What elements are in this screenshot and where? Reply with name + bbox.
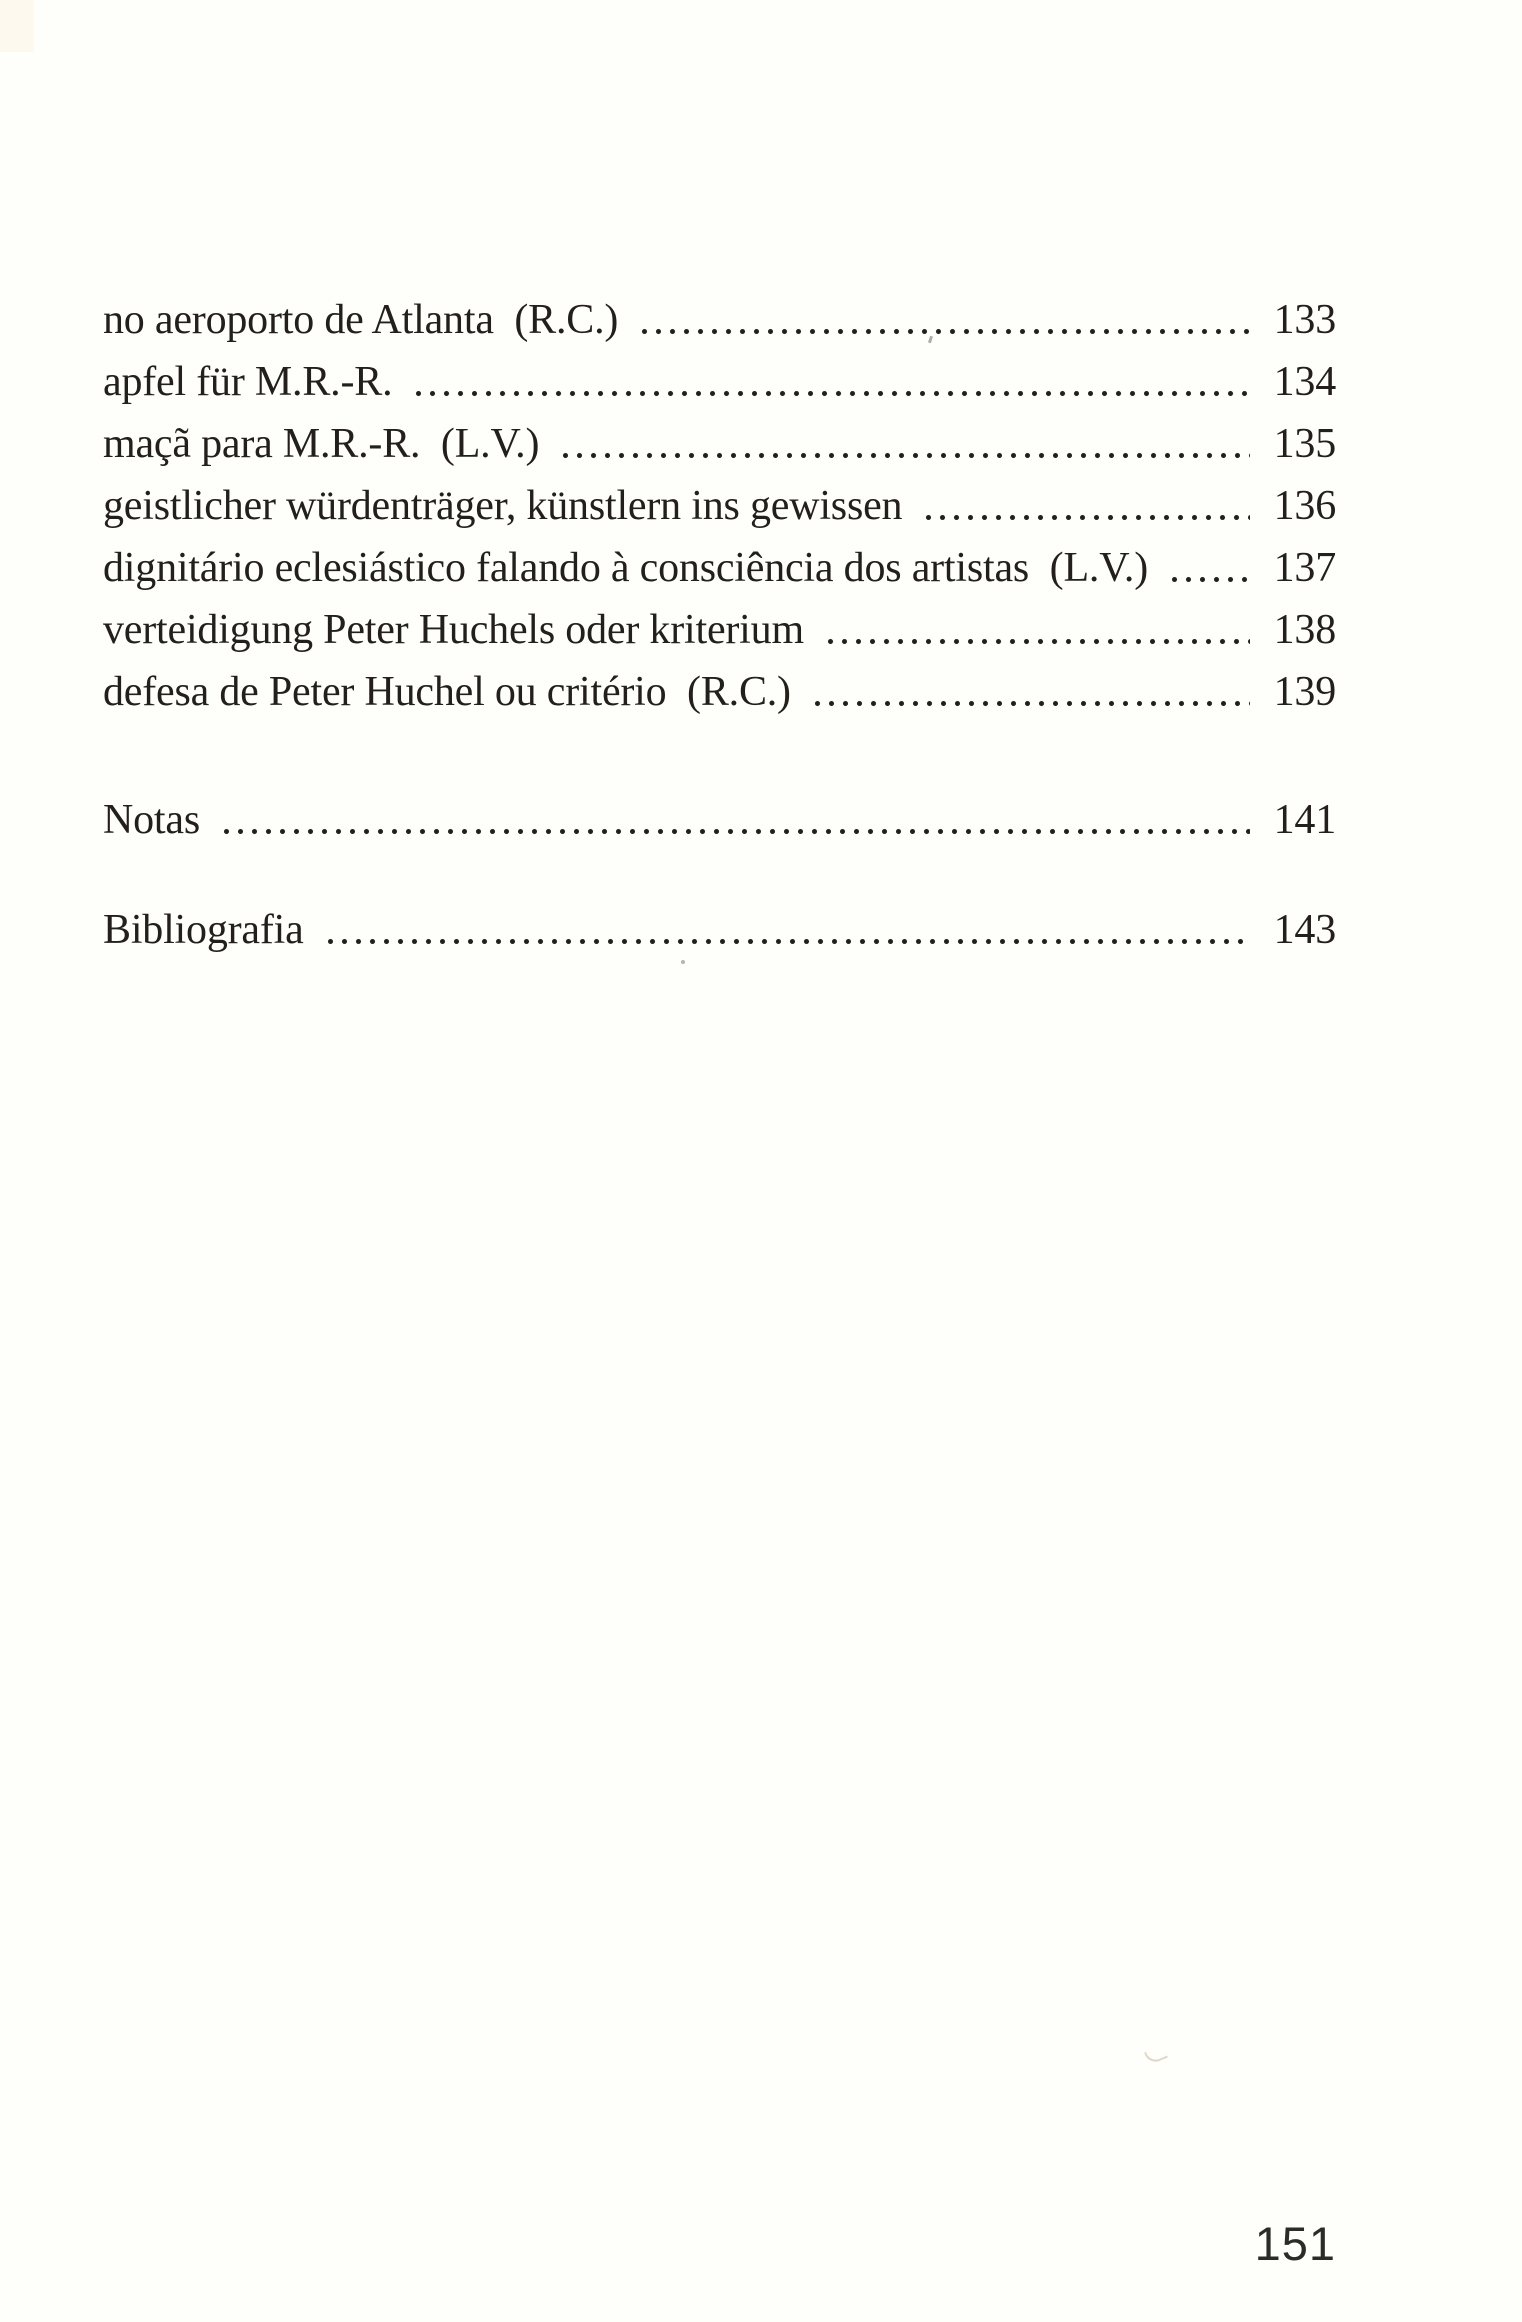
dot-leader	[561, 451, 1250, 460]
dot-leader	[1170, 575, 1250, 584]
scan-corner-tint	[0, 0, 34, 52]
scan-speck	[1144, 2045, 1168, 2066]
dot-leader	[326, 937, 1250, 946]
table-of-contents	[103, 297, 1336, 969]
entry-title: geistlicher würdenträger, künstlern ins gewissen	[103, 483, 903, 529]
entry-title: maçã para M.R.-R. (L.V.)	[103, 421, 540, 467]
page-folio: 151	[1254, 2217, 1336, 2270]
entry-page-number: 136	[1273, 483, 1336, 529]
section-entry	[103, 797, 1336, 859]
section-title: Notas	[103, 797, 200, 843]
entry-title: verteidigung Peter Huchels oder kriterium	[103, 607, 804, 653]
entry-title: apfel für M.R.-R.	[103, 359, 393, 405]
section-page-number: 143	[1273, 907, 1336, 953]
toc-entry	[103, 483, 1336, 545]
section-page-number: 141	[1273, 797, 1336, 843]
dot-leader	[924, 513, 1250, 522]
toc-entry	[103, 669, 1336, 731]
entry-page-number: 135	[1273, 421, 1336, 467]
dot-leader	[813, 699, 1250, 708]
entry-title: no aeroporto de Atlanta (R.C.)	[103, 297, 619, 343]
entry-title: defesa de Peter Huchel ou critério (R.C.)	[103, 669, 791, 715]
entry-title: dignitário eclesiástico falando à consciência dos artistas (L.V.)	[103, 545, 1149, 591]
entry-page-number: 134	[1273, 359, 1336, 405]
dot-leader	[826, 637, 1250, 646]
entry-page-number: 139	[1273, 669, 1336, 715]
entry-page-number: 133	[1273, 297, 1336, 343]
dot-leader	[414, 389, 1250, 398]
toc-entry	[103, 545, 1336, 607]
toc-entry	[103, 607, 1336, 669]
toc-entry	[103, 421, 1336, 483]
entry-page-number: 137	[1273, 545, 1336, 591]
dot-leader	[222, 827, 1250, 836]
toc-entry	[103, 359, 1336, 421]
toc-entry	[103, 297, 1336, 359]
section-title: Bibliografia	[103, 907, 304, 953]
entry-page-number: 138	[1273, 607, 1336, 653]
dot-leader	[640, 327, 1250, 336]
section-entry	[103, 907, 1336, 969]
